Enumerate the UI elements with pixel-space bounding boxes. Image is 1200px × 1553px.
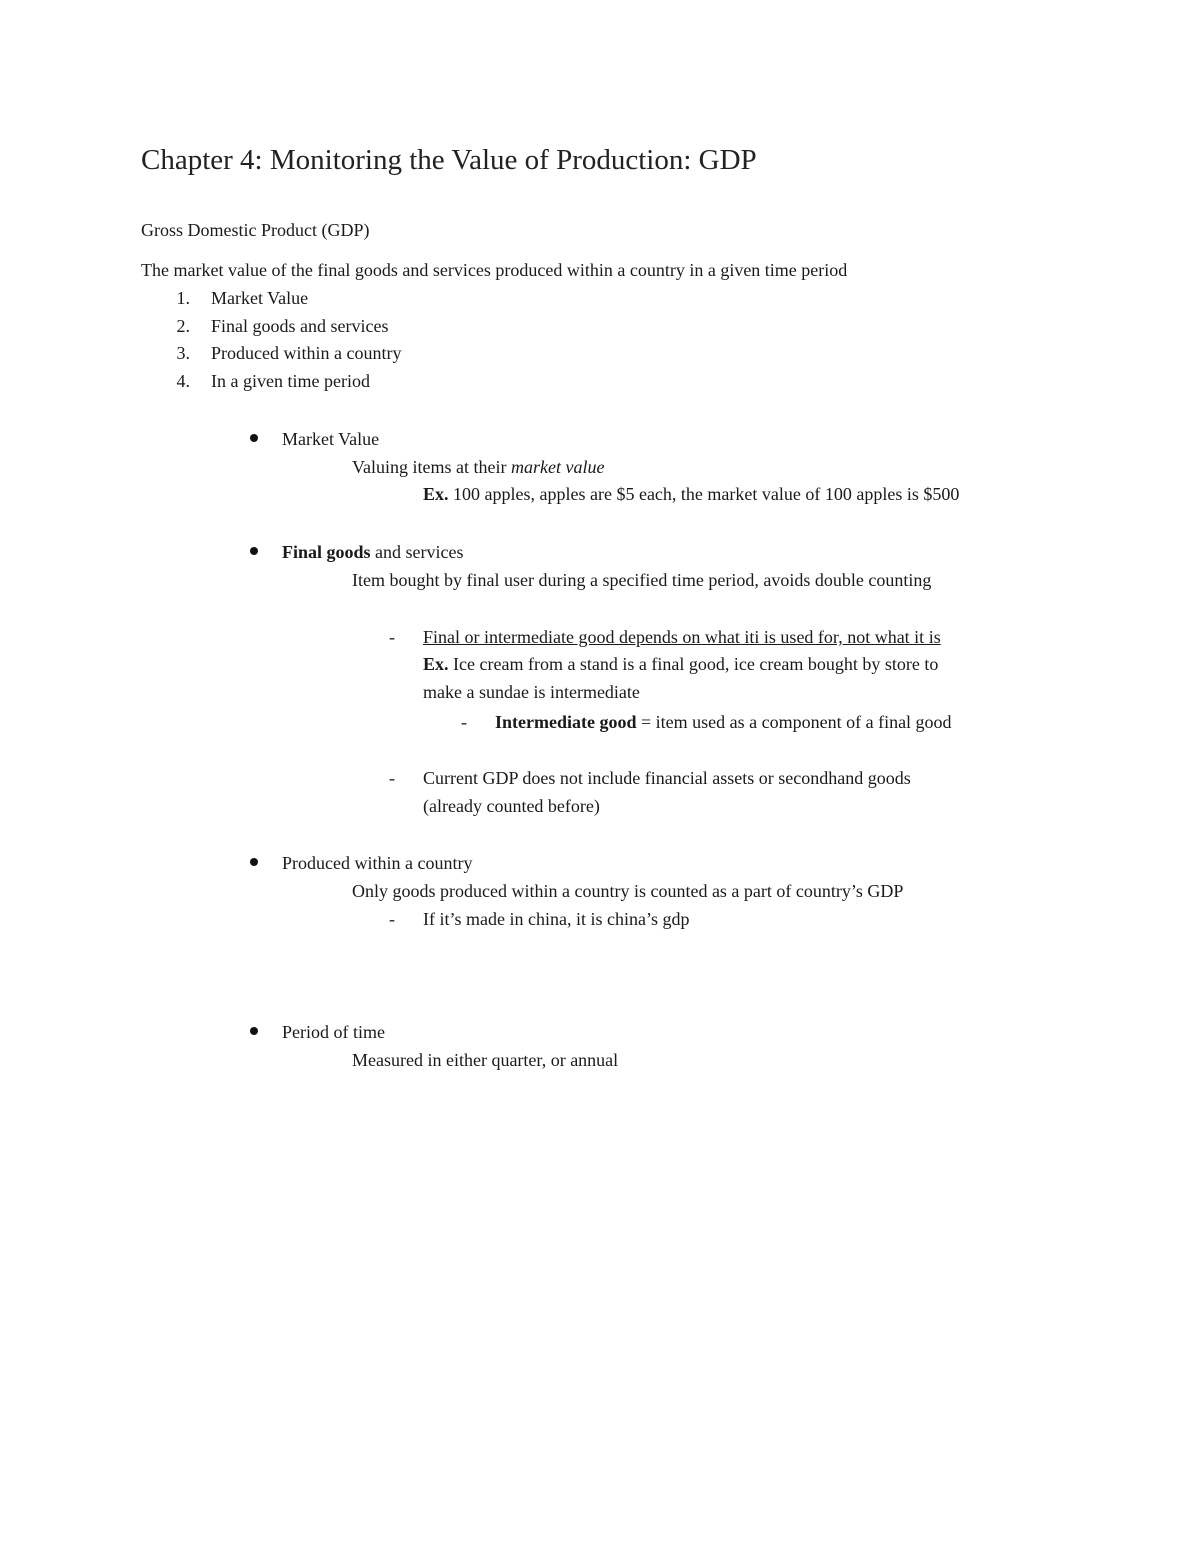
- example-line: [423, 482, 959, 506]
- dash-marker: -: [389, 909, 395, 929]
- list-number: 2.: [176, 316, 190, 336]
- note-line-continued: (already counted before): [423, 796, 600, 816]
- subheading: Gross Domestic Product (GDP): [141, 220, 370, 240]
- bullet-icon: [250, 547, 258, 555]
- note-line: Current GDP does not include financial assets or secondhand goods: [423, 768, 911, 788]
- list-number: 1.: [176, 288, 190, 308]
- section-heading: Period of time: [282, 1022, 385, 1042]
- example-line: [423, 652, 938, 676]
- example-label: Ex.: [423, 484, 449, 504]
- list-number: 4.: [176, 371, 190, 391]
- bullet-icon: [250, 858, 258, 866]
- heading-text: and services: [370, 542, 464, 562]
- description-text: Valuing items at their: [352, 457, 511, 477]
- section-heading: [282, 540, 464, 564]
- section-description: Measured in either quarter, or annual: [352, 1050, 619, 1070]
- list-item-text: In a given time period: [211, 371, 370, 391]
- term-definition: = item used as a component of a final good: [636, 712, 952, 732]
- dash-marker: -: [461, 712, 467, 732]
- section-description: Item bought by final user during a specified time period, avoids double counting: [352, 570, 932, 590]
- example-line-continued: make a sundae is intermediate: [423, 682, 640, 702]
- section-heading: Market Value: [282, 429, 380, 449]
- bullet-icon: [250, 1027, 258, 1035]
- example-label: Ex.: [423, 654, 449, 674]
- example-text: 100 apples, apples are $5 each, the market value of 100 apples is $500: [448, 484, 960, 504]
- heading-bold-text: Final goods: [282, 542, 371, 562]
- list-item-text: Produced within a country: [211, 343, 402, 363]
- dash-marker: -: [389, 768, 395, 788]
- emphasis-text: market value: [510, 457, 605, 477]
- term-bold-text: Intermediate good: [495, 712, 637, 732]
- note-line: If it’s made in china, it is china’s gdp: [423, 909, 690, 929]
- bullet-icon: [250, 434, 258, 442]
- section-description: Only goods produced within a country is counted as a part of country’s GDP: [352, 881, 904, 901]
- section-description: [352, 455, 604, 479]
- list-item-text: Market Value: [211, 288, 309, 308]
- section-heading: Produced within a country: [282, 853, 473, 873]
- dash-marker: -: [389, 627, 395, 647]
- definition-text: The market value of the final goods and services produced within a country in a given time period: [141, 260, 848, 280]
- list-number: 3.: [176, 343, 190, 363]
- example-text: Ice cream from a stand is a final good, ice cream bought by store to: [448, 654, 939, 674]
- sub-note: [495, 710, 952, 734]
- page-title: Chapter 4: Monitoring the Value of Production: GDP: [141, 144, 757, 176]
- list-item-text: Final goods and services: [211, 316, 389, 336]
- underlined-note: Final or intermediate good depends on what iti is used for, not what it is: [423, 627, 941, 647]
